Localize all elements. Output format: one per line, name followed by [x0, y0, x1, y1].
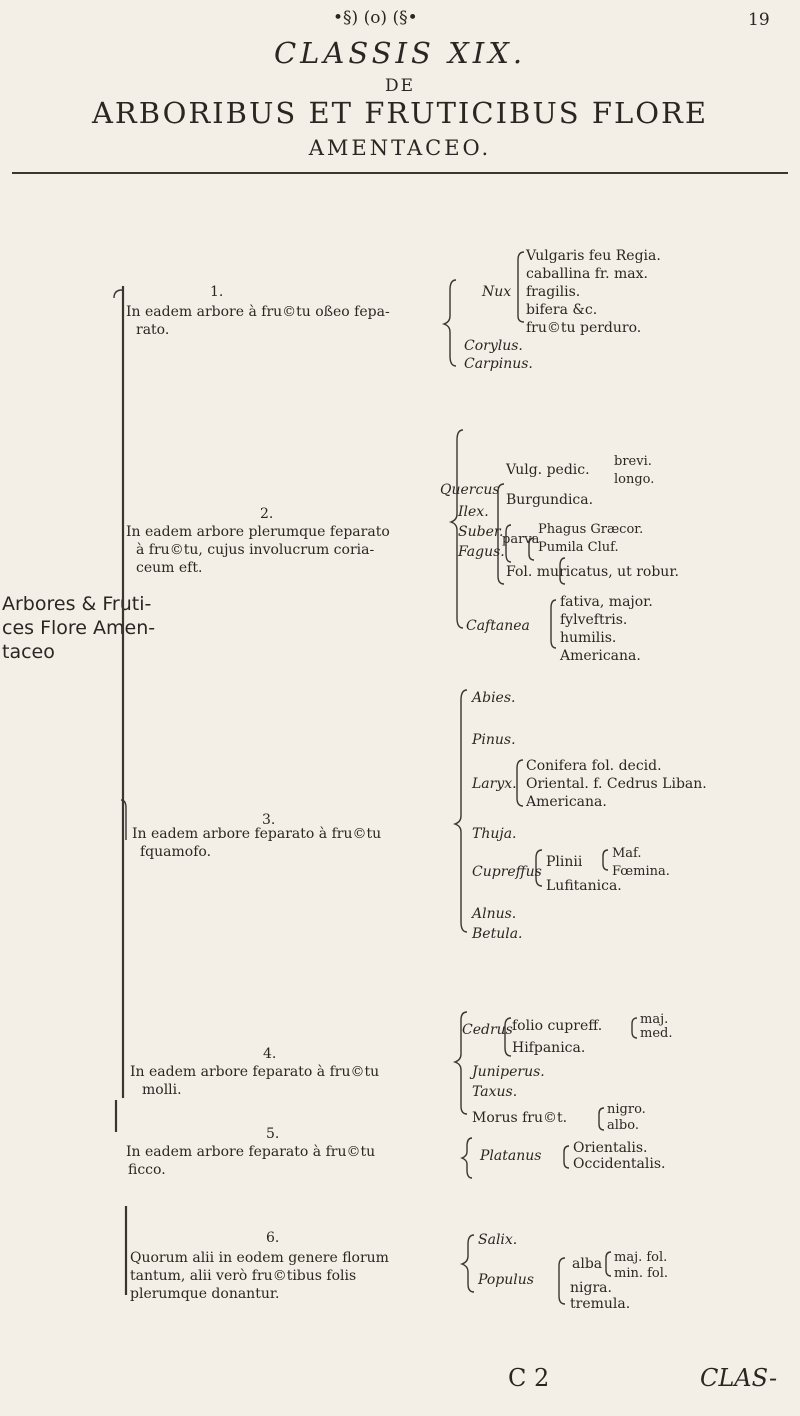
- morus-albo: albo.: [607, 1118, 639, 1133]
- platanus-orientalis: Orientalis.: [573, 1140, 648, 1156]
- genus-pinus: Pinus.: [472, 732, 516, 748]
- section-4-desc-line2: molli.: [142, 1082, 182, 1098]
- genus-platanus: Platanus: [480, 1148, 542, 1164]
- section-6-desc-line1: Quorum alii in eodem genere florum: [130, 1250, 389, 1266]
- populus-min-fol: min. fol.: [614, 1266, 669, 1281]
- page-title: ARBORIBUS ET FRUTICIBUS FLORE: [91, 96, 709, 130]
- section-5-desc-line2: ficco.: [128, 1162, 166, 1178]
- genus-ilex: Ilex.: [458, 504, 489, 520]
- genus-taxus: Taxus.: [472, 1084, 518, 1100]
- section-5-number: 5.: [266, 1126, 280, 1142]
- genus-suber: Suber.: [458, 524, 504, 540]
- quercus-phagus: Phagus Græcor.: [538, 522, 644, 537]
- cupressus-mas: Maf.: [612, 846, 642, 861]
- section-3-desc-line1: In eadem arbore feparato à fru©tu: [132, 826, 382, 842]
- classis-heading: CLASSIS XIX.: [273, 36, 527, 70]
- section-1-desc-line2: rato.: [136, 322, 170, 338]
- section-6-number: 6.: [266, 1230, 280, 1246]
- castanea-species-1: fativa, major.: [560, 594, 653, 610]
- genus-corylus: Corylus.: [464, 338, 523, 354]
- populus-tremula: tremula.: [570, 1296, 631, 1312]
- genus-cedrus: Cedrus: [462, 1022, 513, 1038]
- section-1-number: 1.: [210, 284, 224, 300]
- genus-juniperus: Juniperus.: [472, 1064, 545, 1080]
- cupressus-lusitanica: Lufitanica.: [546, 878, 622, 894]
- section-2-number: 2.: [260, 506, 274, 522]
- section-4-desc-line1: In eadem arbore feparato à fru©tu: [130, 1064, 380, 1080]
- section-6-desc-line3: plerumque donantur.: [130, 1286, 280, 1302]
- genus-quercus: Quercus: [440, 482, 500, 498]
- genus-salix: Salix.: [478, 1232, 518, 1248]
- page-number: 19: [748, 10, 770, 30]
- quercus-brevi: brevi.: [614, 454, 652, 469]
- quercus-longo: longo.: [614, 472, 655, 487]
- cupressus-foemina: Fœmina.: [612, 864, 670, 879]
- nux-species-2: caballina fr. max.: [526, 266, 648, 282]
- larix-species-2: Oriental. f. Cedrus Liban.: [526, 776, 707, 792]
- genus-thuja: Thuja.: [472, 826, 517, 842]
- catchword: CLAS-: [700, 1364, 778, 1392]
- page-ornament: •§) (o) (§•: [333, 8, 418, 28]
- quercus-burgundica: Burgundica.: [506, 492, 594, 508]
- quercus-fol-muricatus: Fol. muricatus, ut robur.: [506, 564, 679, 580]
- section-3-desc-line2: fquamofo.: [140, 844, 212, 860]
- genus-alnus: Alnus.: [472, 906, 517, 922]
- signature-mark: C 2: [508, 1364, 550, 1392]
- de-heading: DE: [384, 76, 416, 96]
- platanus-occidentalis: Occidentalis.: [573, 1156, 666, 1172]
- cedrus-folio: folio cupreff.: [512, 1018, 603, 1034]
- genus-betula: Betula.: [472, 926, 523, 942]
- quercus-vulg: Vulg. pedic.: [506, 462, 590, 478]
- section-4-number: 4.: [263, 1046, 277, 1062]
- larix-species-3: Americana.: [526, 794, 607, 810]
- quercus-pumila: Pumila Cluf.: [538, 540, 619, 555]
- genus-carpinus: Carpinus.: [464, 356, 533, 372]
- page-subtitle: AMENTACEO.: [308, 136, 492, 160]
- cedrus-hispanica: Hifpanica.: [512, 1040, 586, 1056]
- larix-species-1: Conifera fol. decid.: [526, 758, 662, 774]
- morus-nigro: nigro.: [607, 1102, 646, 1117]
- nux-species-1: Vulgaris feu Regia.: [526, 248, 661, 264]
- section-2-desc-line3: ceum eft.: [136, 560, 203, 576]
- genus-populus: Populus: [478, 1272, 534, 1288]
- genus-cupressus: Cupreffus: [472, 864, 542, 880]
- nux-species-3: fragilis.: [526, 284, 581, 300]
- section-6-desc-line2: tantum, alii verò fru©tibus folis: [130, 1268, 357, 1284]
- section-3-number: 3.: [262, 812, 276, 828]
- nux-species-5: fru©tu perduro.: [526, 320, 642, 336]
- castanea-species-4: Americana.: [560, 648, 641, 664]
- genus-larix: Laryx.: [472, 776, 517, 792]
- section-1-desc-line1: In eadem arbore à fru©tu oßeo fepa-: [126, 304, 390, 320]
- main-label-line2: ces Flore Amen-: [2, 617, 156, 639]
- section-2-desc-line2: à fru©tu, cujus involucrum coria-: [136, 542, 375, 558]
- castanea-species-3: humilis.: [560, 630, 617, 646]
- populus-nigra: nigra.: [570, 1280, 612, 1296]
- genus-nux: Nux: [482, 284, 512, 300]
- main-label-line3: taceo: [2, 641, 55, 663]
- quercus-parva: parva: [502, 532, 540, 547]
- morus-fruct: Morus fru©t.: [472, 1110, 568, 1126]
- castanea-species-2: fylveftris.: [560, 612, 628, 628]
- populus-alba: alba: [572, 1256, 603, 1272]
- genus-fagus: Fagus.: [458, 544, 505, 560]
- cedrus-maj: maj.: [640, 1012, 669, 1027]
- nux-species-4: bifera &c.: [526, 302, 598, 318]
- genus-abies: Abies.: [472, 690, 516, 706]
- cupressus-plinii: Plinii: [546, 854, 583, 870]
- section-2-desc-line1: In eadem arbore plerumque feparato: [126, 524, 390, 540]
- cedrus-med: med.: [640, 1026, 673, 1041]
- section-5-desc-line1: In eadem arbore feparato à fru©tu: [126, 1144, 376, 1160]
- main-label-line1: Arbores & Fruti-: [2, 593, 152, 615]
- genus-castanea: Caftanea: [466, 618, 530, 634]
- populus-maj-fol: maj. fol.: [614, 1250, 668, 1265]
